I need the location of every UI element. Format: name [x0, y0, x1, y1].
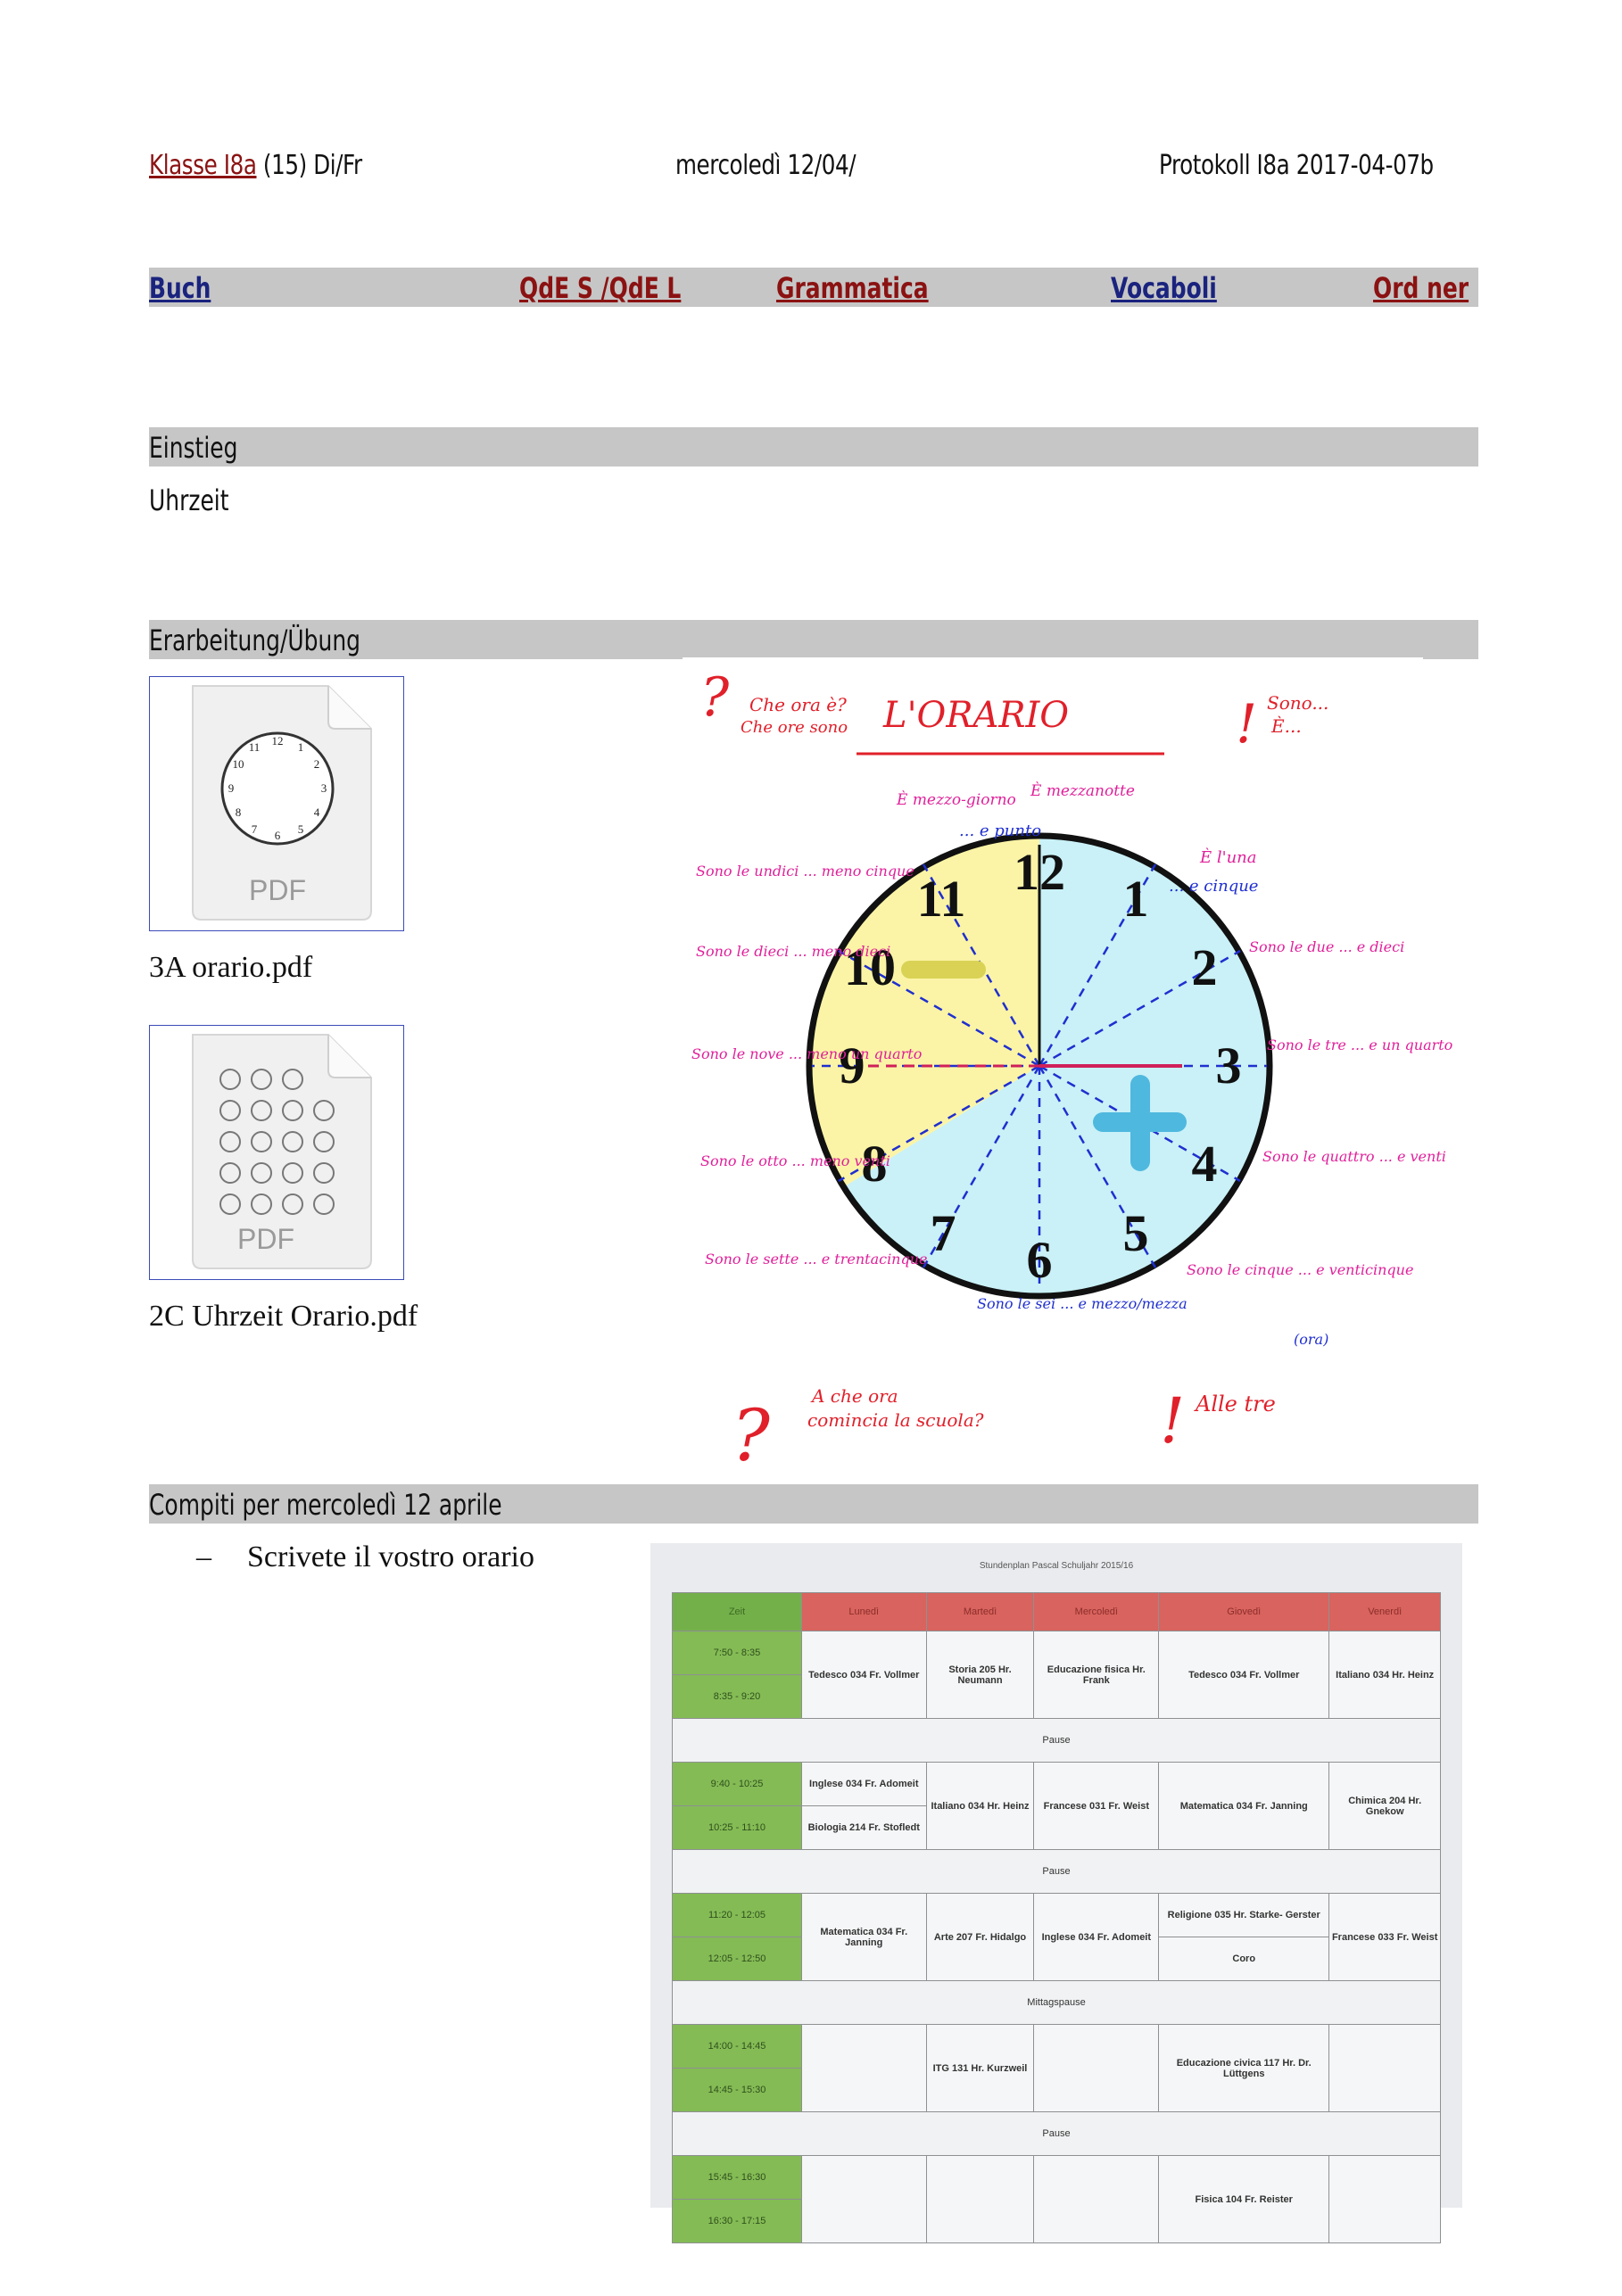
- svg-text:L'ORARIO: L'ORARIO: [883, 695, 1070, 736]
- file-thumbnail[interactable]: [149, 676, 404, 931]
- time-slot: 8:35 - 9:20: [673, 1675, 802, 1719]
- table-cell: ITG 131 Hr. Kurzweil: [926, 2025, 1034, 2112]
- svg-text:4: 4: [313, 805, 320, 819]
- table-cell: Italiano 034 Hr. Heinz: [926, 1763, 1034, 1850]
- section-compiti: [149, 1484, 1478, 1524]
- section-title: Einstieg: [149, 431, 238, 465]
- svg-text:8: 8: [235, 805, 242, 819]
- table-cell: Religione 035 Hr. Starke- Gerster: [1159, 1894, 1329, 1937]
- table-cell: Arte 207 Fr. Hidalgo: [926, 1894, 1034, 1981]
- svg-text:... e cinque: ... e cinque: [1169, 877, 1259, 896]
- svg-text:Sono le quattro ... e venti: Sono le quattro ... e venti: [1262, 1148, 1446, 1165]
- svg-text:comincia la scuola?: comincia la scuola?: [807, 1409, 984, 1431]
- time-slot: 15:45 - 16:30: [673, 2156, 802, 2200]
- time-slot: 14:45 - 15:30: [673, 2069, 802, 2112]
- nav-qde[interactable]: QdE S /QdE L: [519, 271, 682, 305]
- clock-number: 2: [1191, 938, 1218, 996]
- svg-text:Sono le cinque ... e venticinq: Sono le cinque ... e venticinque: [1187, 1261, 1414, 1278]
- time-slot: 9:40 - 10:25: [673, 1763, 802, 1806]
- clock-number: 12: [1014, 843, 1065, 901]
- table-cell: Educazione civica 117 Hr. Dr. Lüttgens: [1159, 2025, 1329, 2112]
- svg-text:Sono le dieci ... meno dieci: Sono le dieci ... meno dieci: [696, 943, 891, 960]
- clock-number: 9: [839, 1037, 865, 1094]
- einstieg-text: Uhrzeit: [149, 483, 229, 517]
- mittag-row: Mittagspause: [673, 1981, 1441, 2025]
- section-einstieg: [149, 427, 1478, 467]
- svg-text:Sono le sette ... e trentacinq: Sono le sette ... e trentacinque: [705, 1251, 928, 1268]
- svg-text:7: 7: [251, 822, 258, 836]
- file-thumbnail[interactable]: [149, 1025, 404, 1280]
- section-title: Erarbeitung/Übung: [149, 624, 360, 657]
- table-cell: [1034, 2025, 1159, 2112]
- timetable-table: [672, 1592, 1441, 2243]
- table-cell: [1329, 2156, 1441, 2243]
- table-header: Lunedì: [802, 1593, 927, 1631]
- svg-text:?: ?: [700, 666, 730, 729]
- table-cell: Coro: [1159, 1937, 1329, 1981]
- svg-text:È l'una: È l'una: [1200, 848, 1257, 867]
- clock-whiteboard-image: [683, 657, 1453, 1487]
- table-cell: Matematica 034 Fr. Janning: [802, 1894, 927, 1981]
- lesson-date: mercoledì 12/04/: [675, 150, 857, 181]
- svg-text:È mezzanotte: È mezzanotte: [1030, 782, 1135, 800]
- time-slot: 11:20 - 12:05: [673, 1894, 802, 1937]
- table-cell: Francese 033 Fr. Weist: [1329, 1894, 1441, 1981]
- clock-number: 5: [1122, 1204, 1149, 1262]
- time-slot: 7:50 - 8:35: [673, 1631, 802, 1675]
- clock-number: 8: [861, 1135, 888, 1193]
- svg-text:!: !: [1236, 693, 1258, 756]
- table-cell: Storia 205 Hr. Neumann: [926, 1631, 1034, 1719]
- clock-number: 10: [844, 938, 896, 996]
- svg-text:Sono le otto ... meno venti: Sono le otto ... meno venti: [700, 1152, 890, 1169]
- clock-number: 11: [916, 870, 966, 928]
- svg-text:3: 3: [320, 781, 327, 795]
- table-cell: Italiano 034 Hr. Heinz: [1329, 1631, 1441, 1719]
- nav-vocaboli[interactable]: Vocaboli: [1111, 271, 1217, 305]
- svg-text:Che ore sono: Che ore sono: [741, 718, 848, 737]
- pdf-clock-icon: [150, 677, 405, 932]
- time-slot: 16:30 - 17:15: [673, 2200, 802, 2243]
- svg-text:6: 6: [274, 829, 281, 842]
- class-header: [149, 150, 362, 181]
- pause-row: Pause: [673, 1850, 1441, 1894]
- svg-text:Sono le due ... e dieci: Sono le due ... e dieci: [1249, 938, 1405, 955]
- nav-ordner[interactable]: Ord ner: [1373, 271, 1469, 305]
- svg-text:1: 1: [297, 740, 304, 754]
- svg-text:Sono le undici ... meno cinque: Sono le undici ... meno cinque: [696, 863, 914, 880]
- file-name[interactable]: 2C Uhrzeit Orario.pdf: [149, 1300, 418, 1333]
- clock-number: 3: [1215, 1037, 1242, 1094]
- protocol-id: Protokoll I8a 2017-04-07b: [1159, 150, 1434, 181]
- class-link[interactable]: Klasse I8a: [149, 150, 257, 181]
- time-slot: 14:00 - 14:45: [673, 2025, 802, 2069]
- class-info: (15) Di/Fr: [262, 150, 362, 181]
- svg-text:?: ?: [732, 1394, 770, 1477]
- svg-text:11: 11: [248, 740, 261, 754]
- table-cell: Inglese 034 Fr. Adomeit: [1034, 1894, 1159, 1981]
- svg-text:È mezzo-giorno: È mezzo-giorno: [897, 791, 1016, 809]
- table-cell: [1329, 2025, 1441, 2112]
- table-cell: Tedesco 034 Fr. Vollmer: [1159, 1631, 1329, 1719]
- homework-bullet: –: [196, 1540, 211, 1573]
- homework-item: Scrivete il vostro orario: [247, 1540, 534, 1573]
- table-cell: [1034, 2156, 1159, 2243]
- table-cell: Biologia 214 Fr. Stofledt: [802, 1806, 927, 1850]
- table-header: Martedì: [926, 1593, 1034, 1631]
- table-cell: Educazione fisica Hr. Frank: [1034, 1631, 1159, 1719]
- svg-text:... e punto: ... e punto: [959, 822, 1042, 840]
- nav-grammatica[interactable]: Grammatica: [776, 271, 929, 305]
- clock-number: 6: [1026, 1231, 1053, 1289]
- table-cell: [802, 2156, 927, 2243]
- time-slot: 10:25 - 11:10: [673, 1806, 802, 1850]
- table-header: Zeit: [673, 1593, 802, 1631]
- table-cell: Chimica 204 Hr. Gnekow: [1329, 1763, 1441, 1850]
- table-header: Mercoledì: [1034, 1593, 1159, 1631]
- nav-bar: [149, 268, 1478, 307]
- svg-text:Sono le sei ... e mezzo/mezza: Sono le sei ... e mezzo/mezza: [977, 1295, 1188, 1312]
- svg-text:10: 10: [232, 757, 244, 771]
- table-cell: Fisica 104 Fr. Reister: [1159, 2156, 1329, 2243]
- table-cell: Inglese 034 Fr. Adomeit: [802, 1763, 927, 1806]
- time-slot: 12:05 - 12:50: [673, 1937, 802, 1981]
- svg-text:5: 5: [297, 822, 304, 836]
- svg-text:12: 12: [271, 734, 284, 747]
- table-cell: Tedesco 034 Fr. Vollmer: [802, 1631, 927, 1719]
- table-header: Venerdì: [1329, 1593, 1441, 1631]
- clock-number: 7: [930, 1204, 956, 1262]
- clock-number: 1: [1122, 870, 1149, 928]
- svg-text:!: !: [1160, 1384, 1186, 1458]
- table-cell: [926, 2156, 1034, 2243]
- pause-row: Pause: [673, 1719, 1441, 1763]
- timetable-photo: [650, 1543, 1462, 2226]
- section-title: Compiti per mercoledì 12 aprile: [149, 1488, 502, 1522]
- svg-text:Che ora è?: Che ora è?: [749, 694, 847, 715]
- svg-text:(ora): (ora): [1294, 1331, 1329, 1348]
- table-cell: [802, 2025, 927, 2112]
- svg-text:PDF: PDF: [237, 1223, 294, 1255]
- pause-row: Pause: [673, 2112, 1441, 2156]
- clock-number: 4: [1191, 1135, 1218, 1193]
- svg-text:PDF: PDF: [249, 874, 306, 906]
- table-cell: Matematica 034 Fr. Janning: [1159, 1763, 1329, 1850]
- table-header: Giovedì: [1159, 1593, 1329, 1631]
- svg-text:Sono...: Sono...: [1267, 692, 1329, 714]
- svg-text:Sono le tre ... e un quarto: Sono le tre ... e un quarto: [1267, 1037, 1453, 1053]
- timetable-title: Stundenplan Pascal Schuljahr 2015/16: [979, 1561, 1134, 1571]
- table-cell: Francese 031 Fr. Weist: [1034, 1763, 1159, 1850]
- svg-text:È...: È...: [1271, 715, 1302, 737]
- svg-text:9: 9: [228, 781, 235, 795]
- pdf-worksheet-icon: [150, 1026, 405, 1281]
- svg-text:Sono le nove ... meno un quart: Sono le nove ... meno un quarto: [691, 1045, 923, 1062]
- section-erarbeitung: [149, 620, 1478, 659]
- svg-text:2: 2: [313, 757, 320, 771]
- svg-text:A che ora: A che ora: [812, 1385, 898, 1407]
- svg-text:Alle tre: Alle tre: [1196, 1392, 1276, 1416]
- nav-buch[interactable]: Buch: [149, 271, 211, 305]
- file-name[interactable]: 3A orario.pdf: [149, 951, 313, 984]
